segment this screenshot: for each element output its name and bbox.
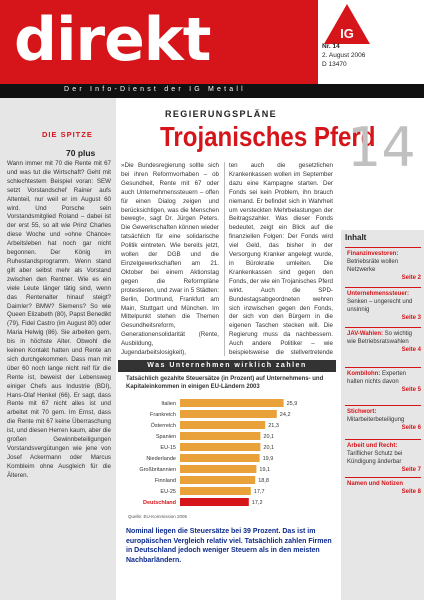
contents-item-topic: Finanzinvestoren: [347, 251, 399, 257]
article-column-1: »Die Bundesregierung sollte sich bei ihren Reformvorhaben – ob Gesundheit, Rente mit 67 oder auch Unternehmenssteuern – offen für einen Dialog zeigen und berücksichtigen, was die Menschen bewegt«, sagt Dr. Jürgen Peters. Die Gewerkschaften können wieder tatsächlich für eine solidarische Politik eintreten. Wie bereits jetzt, wollen der DGB und die Einzelgewerkschaften am 21. Oktober bei einem Aktionstag gegen die Reformpläne protestieren, und zwar in 5 Städten: Berlin, Dortmund, Frankfurt am Main, Stuttgart und München. Im Mittelpunkt stehen die Themen Gesundheitsreform, Generationensolidarität (Rente, Ausbildung, Jugendarbeitslosigkeit), [121, 162, 219, 357]
chart-category-label: Spanien [155, 434, 176, 440]
chart-bar [180, 410, 277, 418]
chart-value-label: 21,3 [268, 423, 279, 429]
contents-item-topic: JAV-Wahlen: [347, 331, 385, 337]
chart-value-label: 18,8 [258, 478, 269, 484]
contents-item-page: Seite 8 [401, 489, 421, 495]
contents-item-text: Mitarbeiterbeteiligung [347, 417, 405, 423]
contents-item-topic: Arbeit und Recht: [347, 443, 398, 449]
contents-item[interactable] [347, 330, 421, 354]
contents-rule [345, 405, 421, 406]
contents-item[interactable] [347, 250, 421, 282]
contents-item-page: Seite 6 [401, 425, 421, 431]
chart-bar [180, 498, 249, 506]
contents-rule [345, 367, 421, 368]
contents-item[interactable] [347, 408, 421, 432]
article-headline: Trojanisches Pferd [160, 121, 376, 152]
contents-item-text: Senken – ungerecht und unsinnig [347, 299, 413, 313]
chart-category-label: Frankreich [150, 412, 176, 418]
sidebar-section-label: DIE SPITZE [42, 130, 93, 139]
contents-item[interactable] [347, 442, 421, 474]
chart-source: Quelle: EU-Kommission 2006 [128, 514, 188, 519]
tagline-band [0, 84, 424, 98]
chart-bar [180, 487, 251, 495]
chart-category-label: EU-15 [160, 445, 176, 451]
chart-value-label: 17,7 [253, 489, 265, 495]
contents-item[interactable] [347, 370, 421, 394]
chart-value-label: 25,9 [286, 401, 298, 407]
sidebar-body: Wann immer mit 70 die Rente mit 67 und was tut die Wirtschaft? Geht mit schlechtestem Beispiel voran: SEW setzt Vorstandschef Rainer aufs Altenteil, nur weil er im August 60 wird. Und Porsche sein Vorstandsmitglied Roland – dabei ist der erst 55, so alt wie Prinz Charles diese Woche und »ohne Chance« Arbeitsleben hat noch gar nicht begonnen. Der König im Ruhestandsprogramm. Wenn stand gilt aber selbst mehr als Vorstand zwischen den Rentner. Wie es ein viele Leute länger tätig sind, wenn das Rentenalter hinauf steigt? Daimler? BMW? Siemens? So wie Queen Elizabeth (80), Papst Benedikt (79), Fidel Castro (im August 80) oder Maria Helwig (86). Sie arbeiten gern, bis in höchste Alter. Obwohl die keinen Kontakt hatten und Rente an sich durchgekommen. Dass man mit über 60 noch lange nicht reif für die Rente ist, beweist der Lebensweg einiger Chefs aus Industrie (BDI), Hans-Olaf Henkel (66). Er sagt, dass Rente mit 67 nicht alles ist und arbeitet mit 70 gern. Im Ernst, dass die Rente mit 67 keine Überraschung ist, und diesen Herren kaum, aber die großen Gewinnbeteiligungen Vorstandsvergütungen wie jene von Josef Ackermann oder Marcus Kombleim ohne Ausgleich für die Älteren. [7, 160, 111, 479]
tagline: Der Info-Dienst der IG Metall [64, 86, 246, 93]
masthead-info-box [318, 0, 424, 84]
issue-info [322, 42, 365, 69]
chart-value-label: 19,1 [259, 467, 271, 473]
contents-rule [345, 247, 421, 248]
chart-category-label: Österreich [150, 423, 176, 429]
contents-item-topic: Kombilohn: [347, 371, 382, 377]
contents-item-topic: Stichwort: [347, 409, 377, 415]
contents-title: Inhalt [345, 233, 367, 242]
issue-big-number: 14 [347, 116, 416, 179]
contents-item-text: Tariflicher Schutz bei Kündigung änderbar [347, 451, 403, 465]
contents-rule [345, 327, 421, 328]
chart-value-label: 19,9 [262, 456, 274, 462]
chart-bar [180, 399, 284, 407]
masthead-title: direkt [14, 5, 211, 75]
chart-category-label: Großbritannien [139, 467, 176, 473]
issue-number: Nr. 14 [322, 43, 340, 50]
contents-item-page: Seite 5 [401, 387, 421, 393]
chart-value-label: 20,1 [263, 445, 275, 451]
contents-item-text: Experten halten nichts davon [347, 371, 407, 385]
chart-bar [180, 443, 260, 451]
chart-bar [180, 421, 265, 429]
chart-category-label: Niederlande [146, 456, 176, 462]
contents-item-topic: Namen und Notizen [347, 481, 404, 487]
column-divider [224, 162, 225, 356]
contents-item-page: Seite 2 [401, 275, 421, 281]
chart-bar [180, 465, 256, 473]
chart-category-label: Finnland [154, 478, 176, 484]
chart-value-label: 24,2 [279, 412, 291, 418]
chart-category-label: Deutschland [142, 500, 176, 506]
chart-bar [180, 476, 255, 484]
contents-item-page: Seite 4 [401, 347, 421, 353]
svg-text:IG: IG [340, 26, 354, 41]
chart-caption: Nominal liegen die Steuersätze bei 39 Prozent. Das ist im europäischen Vergleich relativ viel. Tatsächlich zahlen Firmen in Deutschland jedoch weniger Steuern als in den meisten Nachbarländern. [126, 528, 332, 564]
issue-date: 2. August 2006 [322, 52, 366, 59]
contents-item-page: Seite 7 [401, 467, 421, 473]
contents-item-topic: Unternehmenssteuer: [347, 291, 410, 297]
contents-item[interactable] [347, 480, 421, 496]
issue-code: D 13470 [322, 61, 347, 68]
contents-item-page: Seite 3 [401, 315, 421, 321]
bar-chart [118, 394, 336, 524]
chart-bar [180, 454, 260, 462]
chart-title: Tatsächlich gezahlte Steuersätze (in Prozent) auf Unternehmens- und Kapitaleinkommen in einigen EU-Ländern 2003 [126, 376, 324, 390]
chart-bar [180, 432, 260, 440]
chart-value-label: 20,1 [263, 434, 275, 440]
article-kicker: REGIERUNGSPLÄNE [165, 109, 278, 119]
chart-value-label: 17,2 [251, 500, 263, 506]
contents-rule [345, 439, 421, 440]
chart-banner [118, 360, 336, 372]
contents-item[interactable] [347, 290, 421, 322]
article-column-2: ten auch die gesetzlichen Krankenkassen wollen im September dazu eine Kampagne starten. Der Fonds sei kein Problem, ihn brauch niemand. Er befindet sich in Wahrheit um versteckten Mehrbelastungen der Beitragszahler. Was dieser Fonds bedeutet, zeigt ein Blick auf die finanziellen Folgen: Der Fonds wird viel Geld, das bisher in der Versorgung Kranker angelegt wurde, in Bürokratie umleiten. Die Krankenkassen sind gegen den Fonds, der wie ein Trojanisches Pferd wirkt. Auch die SPD-Bundestagsabgeordneten wehren sich inzwischen gegen den Fonds, der sich von den Bürgern in die eigenen Taschen stecken will. Die Regierung muss da nachbessern. Auch andere Politiker – wie beispielsweise die stellvertretende [229, 162, 333, 357]
contents-item-text: So wichtig wie Betriebsratswahlen [347, 331, 413, 345]
contents-item-text: Betriebsräte wollen Netzwerke [347, 259, 399, 273]
chart-category-label: Italien [161, 401, 176, 407]
contents-rule [345, 477, 421, 478]
sidebar-heading: 70 plus [66, 148, 96, 158]
chart-category-label: EU-25 [160, 489, 176, 495]
chart-banner-text: Was Unternehmen wirklich zahlen [147, 362, 307, 369]
contents-rule [345, 287, 421, 288]
